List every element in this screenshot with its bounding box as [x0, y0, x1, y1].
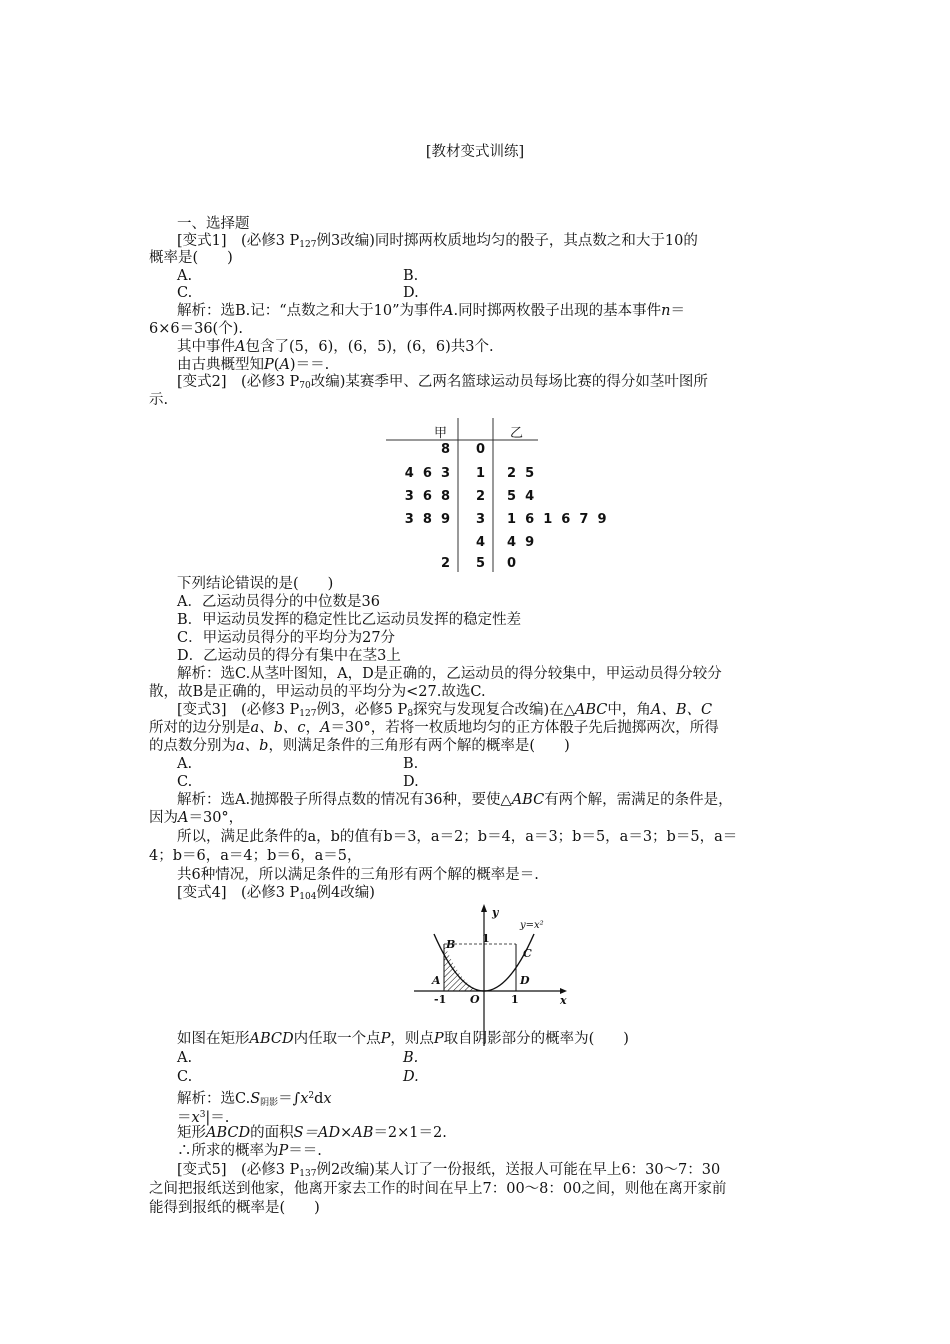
y-axis-label: y [492, 906, 499, 919]
v1-option-a: A. [177, 268, 193, 284]
stem-leaf-right-3: 1 6 1 6 7 9 [507, 512, 607, 527]
v2-option-a: A．乙运动员得分的中位数是36 [177, 594, 380, 610]
v2-prompt: 下列结论错误的是( ) [177, 576, 334, 592]
parabola-svg [410, 898, 575, 1048]
v1-solution-line3: 其中事件A包含了(5，6)，(6，5)，(6，6)共3个. [177, 339, 494, 355]
v1-solution-line4: 由古典概型知P(A)＝＝. [177, 357, 330, 373]
v3-solution-line4: 4；b＝6，a＝4；b＝6，a＝5， [149, 848, 362, 864]
stem-leaf-left-2: 3 6 8 [404, 489, 450, 504]
v3-question-line2: 所对的边分别是a、b、c，A＝30°，若将一枚质地均匀的正方体骰子先后抛掷两次，所得 [149, 720, 719, 736]
v2-question-line1: [变式2] (必修3 $P_{70}$改编)某赛季甲、乙两名篮球运动员每场比赛的得分如茎叶图所 [177, 374, 708, 391]
v5-question-line2: 之间把报纸送到他家，他离开家去工作的时间在早上7：00～8：00之间，则他在离开家前 [149, 1181, 727, 1197]
v4-option-b: B. [403, 1050, 419, 1066]
v3-solution-line3: 所以，满足此条件的a，b的值有b＝3，a＝2；b＝4，a＝3；b＝5，a＝3；b＝5，a＝ [177, 829, 738, 845]
v4-option-d: D. [403, 1069, 419, 1085]
stem-leaf-plot [380, 416, 620, 576]
stem-leaf-left-1: 4 6 3 [404, 466, 450, 481]
stem-leaf-stem-5: 5 [476, 556, 486, 571]
stem-leaf-right-5: 0 [507, 556, 517, 571]
x-one-label: 1 [511, 993, 519, 1006]
v5-question-line1: [变式5] (必修3 $P_{137}$例2改编)某人订了一份报纸，送报人可能在早上6：30～7：30 [177, 1162, 721, 1179]
point-c-label: C [523, 947, 532, 960]
y-one-label: 1 [482, 932, 490, 945]
v4-solution-line1: 解析：选$C.S_{阴影}=\int x^2dx$ [177, 1091, 332, 1108]
v5-question-line3: 能得到报纸的概率是( ) [149, 1200, 320, 1216]
v3-option-d: D. [403, 774, 419, 790]
v4-question-line2: 如图在矩形ABCD内任取一个点P，则点P取自阴影部分的概率为( ) [177, 1031, 629, 1047]
stem-leaf-right-2: 5 4 [507, 489, 535, 504]
v3-option-b: B. [403, 756, 419, 772]
v1-option-c: C. [177, 285, 193, 301]
stem-leaf-left-0: 8 [440, 442, 450, 457]
v2-option-b: B．甲运动员发挥的稳定性比乙运动员发挥的稳定性差 [177, 612, 522, 628]
stem-leaf-right-1: 2 5 [507, 466, 535, 481]
v2-option-c: C．甲运动员得分的平均分为27分 [177, 630, 396, 646]
stem-leaf-stem-3: 3 [476, 512, 486, 527]
v3-option-c: C. [177, 774, 193, 790]
shaded-region [444, 944, 484, 991]
v4-solution-line4: ∴所求的概率为P＝＝. [177, 1143, 322, 1159]
v2-solution-line1: 解析：选C.从茎叶图知，A，D是正确的，乙运动员的得分较集中，甲运动员得分较分 [177, 666, 722, 682]
v3-solution-line2: 因为A＝30°， [149, 810, 244, 826]
v1-question-line2: 概率是( ) [149, 250, 233, 266]
stem-leaf-stem-2: 2 [476, 489, 486, 504]
v1-solution-line1: 解析：选B.记：“点数之和大于10”为事件A.同时掷两枚骰子出现的基本事件n＝ [177, 303, 685, 319]
curve-label: y=x² [520, 920, 544, 931]
v4-option-c: C. [177, 1069, 193, 1085]
stem-leaf-left-3: 3 8 9 [404, 512, 450, 527]
page-title: [教材变式训练] [425, 144, 525, 160]
stem-leaf-right-4: 4 9 [507, 535, 535, 550]
point-a-label: A [432, 974, 441, 987]
parabola-figure [410, 898, 575, 1048]
v2-solution-line2: 散，故B是正确的，甲运动员的平均分为<27.故选C. [149, 684, 486, 700]
stem-leaf-header-left: 甲 [434, 426, 448, 441]
v2-option-d: D．乙运动员的得分有集中在茎3上 [177, 648, 401, 664]
stem-leaf-header-right: 乙 [510, 426, 524, 441]
v3-question-line1: [变式3] (必修3 $P_{127}$例3，必修5 $P_8$探究与发现复合改编)在△ABC中，角A、B、C [177, 702, 713, 719]
x-axis-label: x [560, 994, 567, 1007]
stem-leaf-stem-0: 0 [476, 442, 486, 457]
point-b-label: B [446, 938, 456, 951]
point-d-label: D [520, 974, 530, 987]
v3-solution-line1: 解析：选A.抛掷骰子所得点数的情况有36种，要使△ABC有两个解，需满足的条件是， [177, 792, 733, 808]
v3-question-line3: 的点数分别为a、b，则满足条件的三角形有两个解的概率是( ) [149, 738, 570, 754]
section-heading: 一、选择题 [177, 216, 250, 232]
stem-leaf-stem-4: 4 [476, 535, 486, 550]
v1-option-b: B. [403, 268, 419, 284]
v4-solution-line3: 矩形ABCD的面积S＝AD×AB＝2×1＝2. [177, 1125, 447, 1141]
v3-solution-line5: 共6种情况，所以满足条件的三角形有两个解的概率是＝. [177, 867, 539, 883]
v1-solution-line2: 6×6＝36(个). [149, 321, 243, 337]
v1-question-line1: [变式1] (必修3 $P_{127}$例3改编)同时掷两枚质地均匀的骰子，其点数之和大于10的 [177, 233, 698, 250]
v1-option-d: D. [403, 285, 419, 301]
v4-solution-line2: $=x^3|=$. [177, 1110, 230, 1126]
x-neg-one-label: -1 [434, 993, 447, 1006]
origin-label: O [470, 993, 480, 1006]
v3-option-a: A. [177, 756, 193, 772]
v4-option-a: A. [177, 1050, 193, 1066]
stem-leaf-left-5: 2 [440, 556, 450, 571]
v2-question-line2: 示. [149, 392, 169, 408]
stem-leaf-stem-1: 1 [476, 466, 486, 481]
v4-question-line1: [变式4] (必修3 $P_{104}$例4改编) [177, 885, 375, 902]
